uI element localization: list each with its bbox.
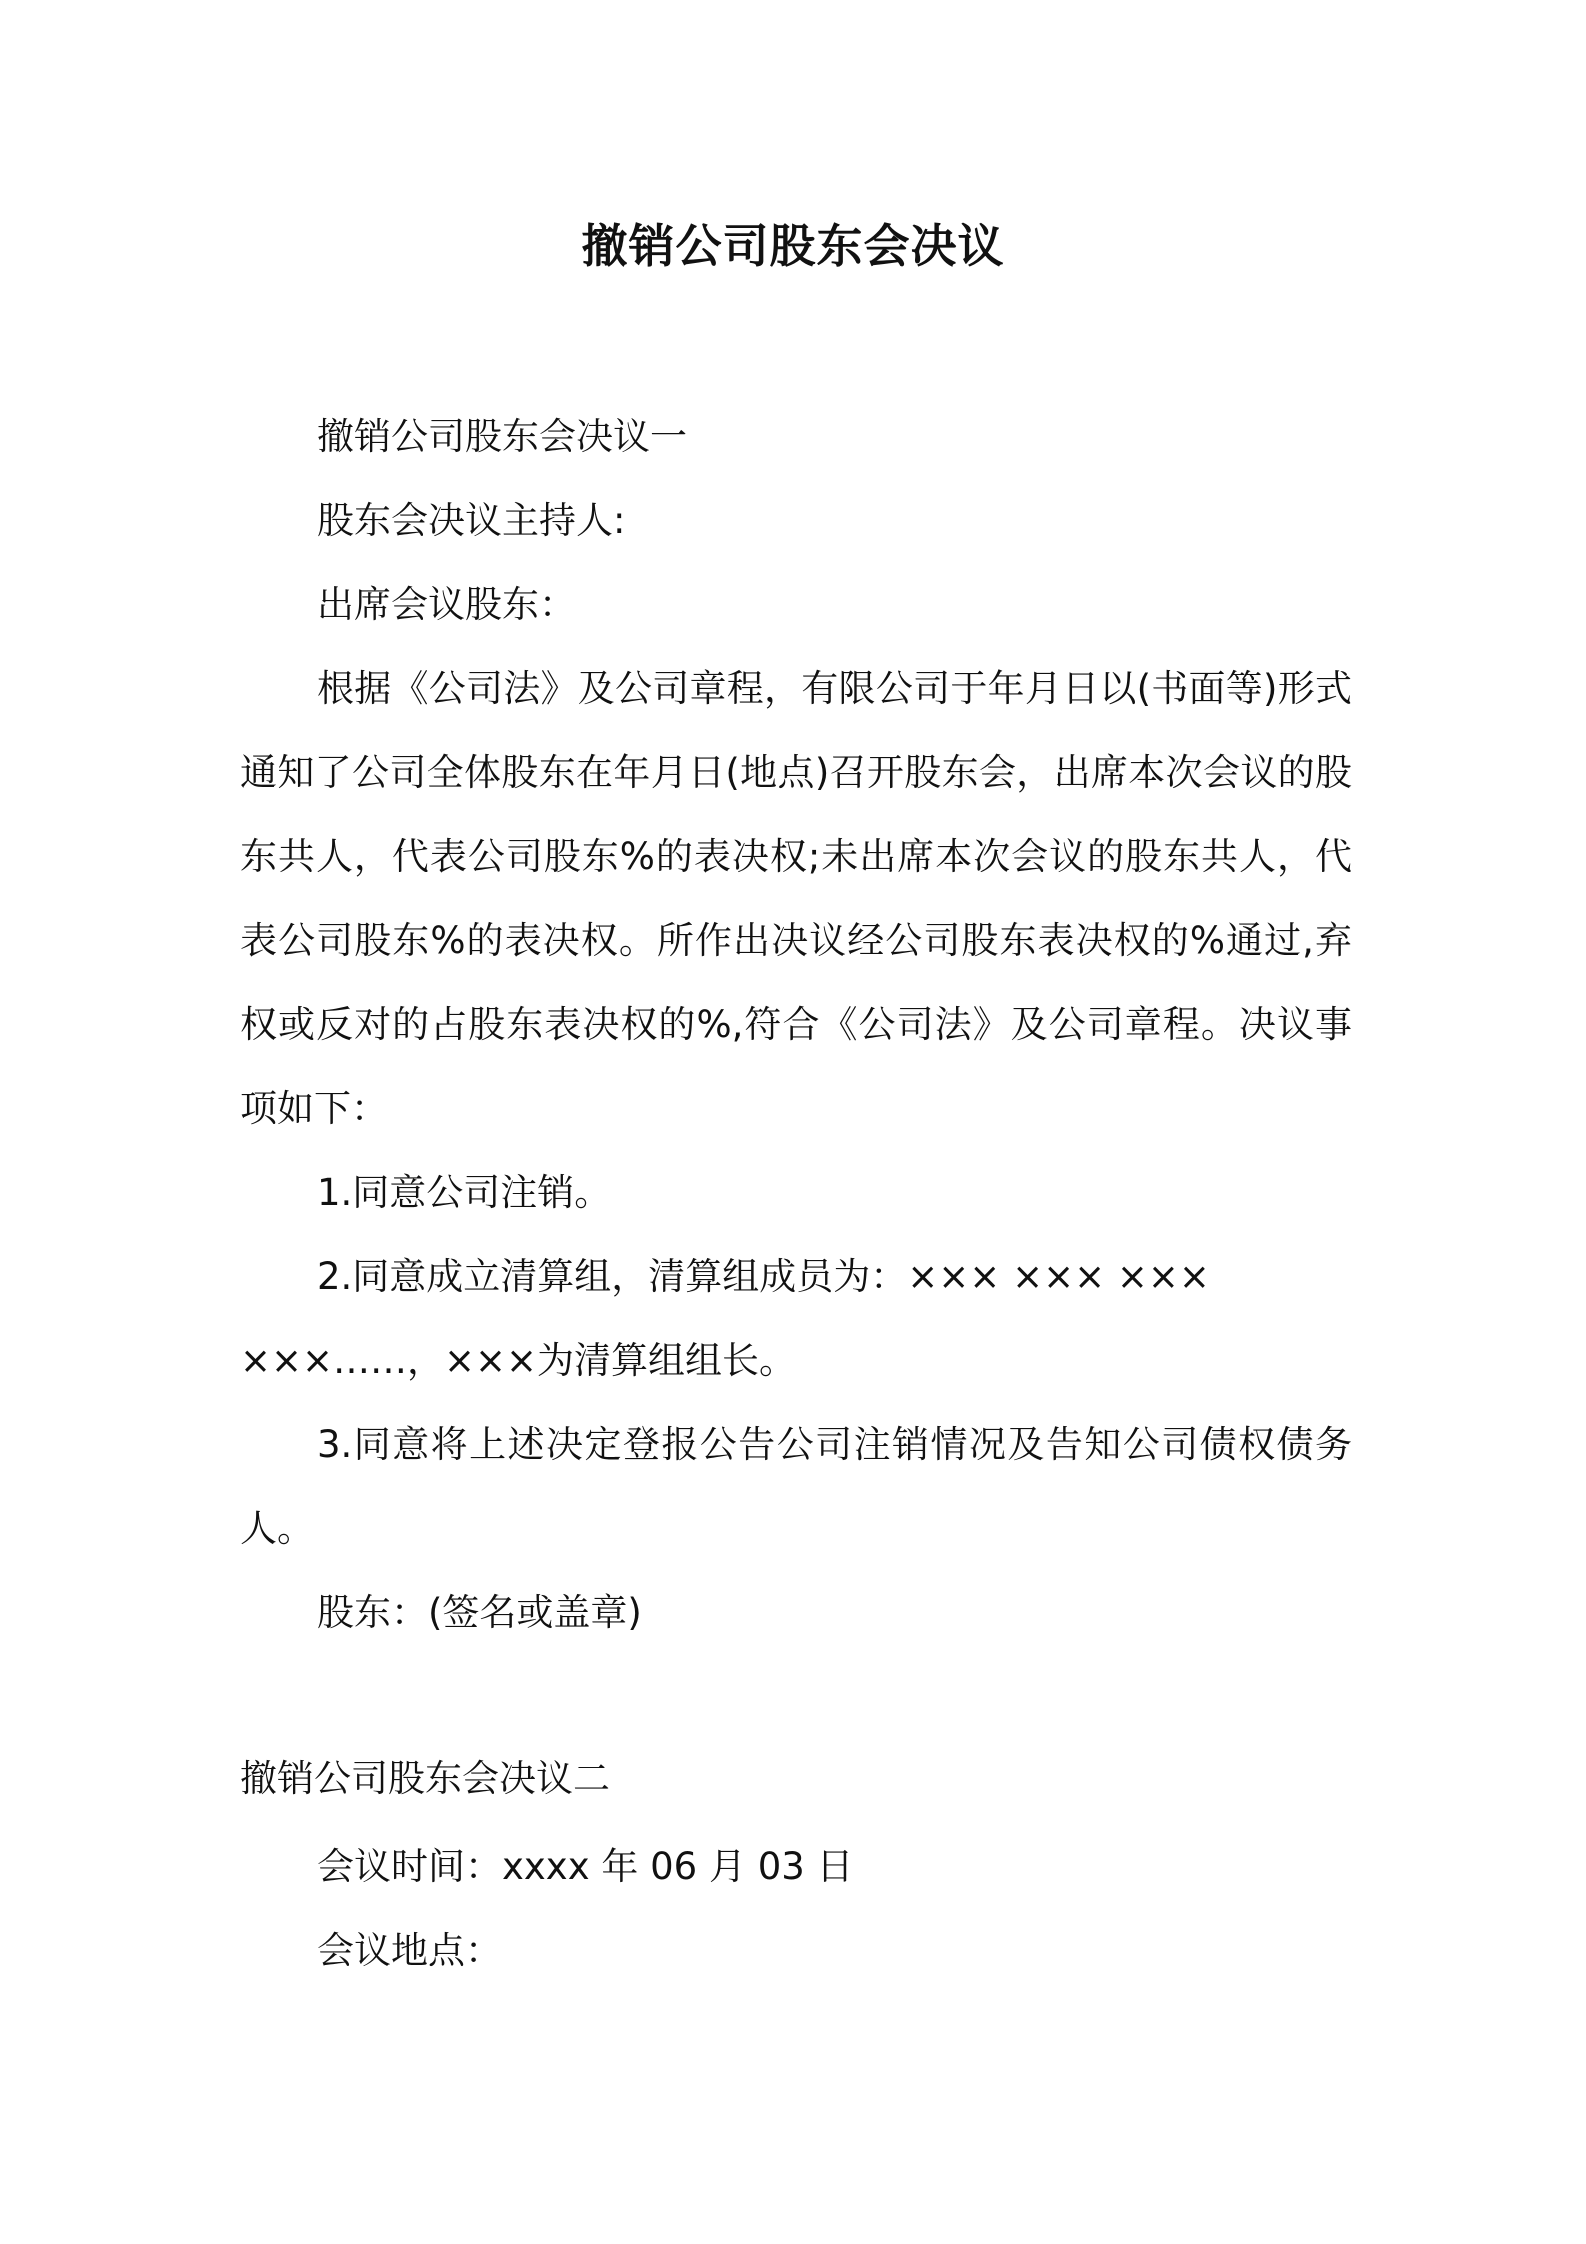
item-3-line-1: 3.同意将上述决定登报公告公司注销情况及告知公司债权债务 <box>317 1423 1352 1466</box>
body-line-3: 东共人，代表公司股东%的表决权;未出席本次会议的股东共人，代 <box>240 835 1352 878</box>
attendees-line: 出席会议股东： <box>317 583 576 626</box>
body-line-5: 权或反对的占股东表决权的%,符合《公司法》及公司章程。决议事 <box>240 1003 1352 1046</box>
meeting-place: 会议地点： <box>317 1929 502 1972</box>
body-line-1: 根据《公司法》及公司章程，有限公司于年月日以(书面等)形式 <box>317 667 1352 710</box>
body-line-6: 项如下： <box>240 1087 388 1130</box>
signature-line: 股东：(签名或盖章) <box>317 1591 642 1634</box>
section2-heading: 撤销公司股东会决议二 <box>240 1757 610 1800</box>
document-title: 撤销公司股东会决议 <box>581 219 1005 273</box>
item-2-line-1: 2.同意成立清算组，清算组成员为：××× ××× ××× <box>317 1255 1210 1298</box>
item-2-line-2: ×××……，×××为清算组组长。 <box>240 1339 797 1382</box>
meeting-time: 会议时间：xxxx 年 06 月 03 日 <box>317 1845 854 1888</box>
item-3-line-2: 人。 <box>240 1507 314 1550</box>
body-line-2: 通知了公司全体股东在年月日(地点)召开股东会，出席本次会议的股 <box>240 751 1352 794</box>
item-1: 1.同意公司注销。 <box>317 1171 612 1214</box>
body-line-4: 表公司股东%的表决权。所作出决议经公司股东表决权的%通过,弃 <box>240 919 1352 962</box>
host-line: 股东会决议主持人: <box>317 499 626 542</box>
section1-heading: 撤销公司股东会决议一 <box>317 415 687 458</box>
